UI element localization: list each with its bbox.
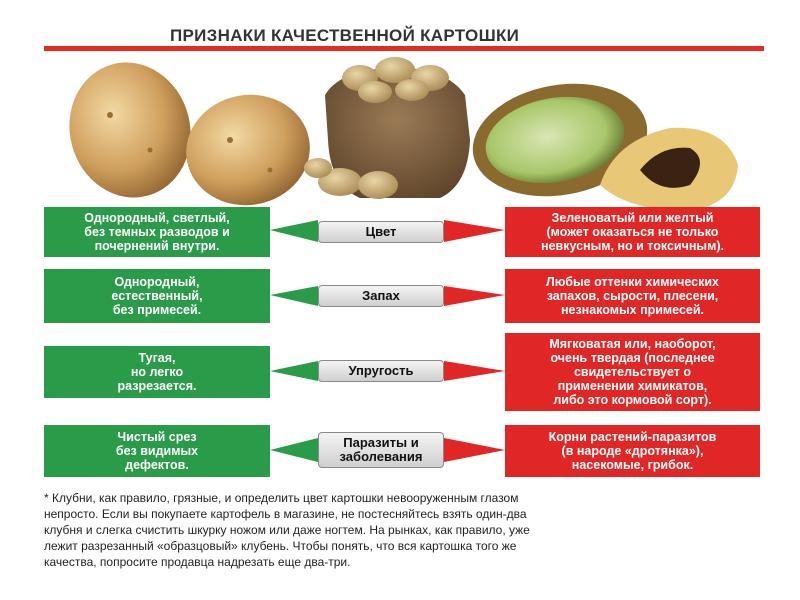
good-firmness-box: Тугая, но легко разрезается. [44,346,270,398]
good-parasites-box: Чистый срез без видимых дефектов. [44,425,270,477]
bad-arrow-4 [444,438,505,462]
footnote-line: * Клубни, как правило, грязные, и определить цвет картошки невооруженным глазом [44,491,519,505]
bad-color-box: Зеленоватый или желтый (может оказаться не только невкусным, но и токсичным). [505,207,760,257]
criterion-color-label: Цвет [318,221,444,243]
good-arrow-4 [270,438,318,462]
criterion-smell-label: Запах [318,285,444,307]
good-arrow-3 [270,361,318,381]
bad-arrow-1 [444,220,505,242]
bad-parasites-box: Корни растений-паразитов (в народе «дротянка»), насекомые, грибок. [505,425,760,477]
bad-smell-box: Любые оттенки химических запахов, сырости, плесени, незнакомых примесей. [505,269,760,323]
bad-arrow-2 [444,286,505,306]
bad-firmness-box: Мягковатая или, наоборот, очень твердая (последнее свидетельствует о применении химикатов, либо это кормовой сорт). [505,333,760,411]
good-arrow-1 [270,220,318,242]
bad-arrow-3 [444,361,505,381]
criterion-firmness-label: Упругость [318,360,444,382]
footnote-line: качества, попросите продавца надрезать еще два-три. [44,555,351,569]
criterion-parasites-label: Паразиты и заболевания [318,432,444,468]
footnote-line: непросто. Если вы покупаете картофель в магазине, не постесняйтесь взять один-два [44,507,527,521]
good-color-box: Однородный, светлый, без темных разводов и почернений внутри. [44,207,270,257]
page-title: ПРИЗНАКИ КАЧЕСТВЕННОЙ КАРТОШКИ [170,26,520,45]
good-arrow-2 [270,286,318,306]
footnote-line: клубня и слегка счистить шкурку ножом или даже ногтем. На рынках, как правило, уже [44,523,530,537]
footnote [44,490,764,570]
footnote-line: лежит разрезанный «образцовый» клубень. Чтобы понять, что вся картошка того же [44,539,517,553]
good-smell-box: Однородный, естественный, без примесей. [44,269,270,323]
